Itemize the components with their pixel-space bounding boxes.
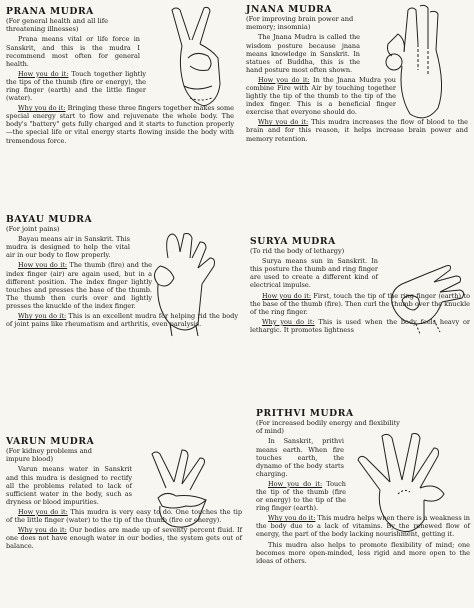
how-label: How you do it: <box>18 507 68 516</box>
prana-hand-illustration <box>160 6 232 114</box>
how-label: How you do it: <box>18 69 69 78</box>
intro-text: Surya means sun in Sanskrit. In this posture the thumb and ring finger are used to create a different kind of electrical impulse. <box>250 257 378 290</box>
intro-text: Bayau means air in Sanskrit. This mudra is designed to help the vital air in our body to flow properly. <box>6 235 130 260</box>
why-label: Why you do it: <box>268 514 316 523</box>
section-subtitle: (To rid the body of lethargy) <box>250 247 345 255</box>
why-text: Our bodies are made up of seventy percent fluid. If one does not have enough water in our bodies, the system gets out of balance. <box>6 526 242 551</box>
how-text: Touch together lightly the tips of the thumb (fire or energy), the ring finger (earth) and the little finger (water). <box>6 69 147 103</box>
prithvi-hand-illustration <box>350 430 468 542</box>
intro-text: Varun means water in Sanskrit and this mudra is designed to rectify all the problems related to lack of sufficient water in the body, such as dryness or blood impurities. <box>6 465 132 506</box>
why-label: Why you do it: <box>18 104 66 113</box>
intro-text: In Sanskrit, prithvi means earth. When fire touches earth, the dynamo of the body starts charging. <box>256 437 344 478</box>
why-text: This mudra helps when there is a weakness in the body due to a lack of vitamins. By the renewed flow of energy, the part of the body lacking nourishment, getting it. <box>256 514 470 539</box>
surya-hand-illustration <box>386 260 470 336</box>
why-label: Why you do it: <box>262 317 315 326</box>
how-text: Touch the tip of the thumb (fire or energy) to the tip of the ring finger (earth). <box>256 479 346 513</box>
section-subtitle: (For joint pains) <box>6 225 60 233</box>
section-subtitle: (For kidney problems and impure blood) <box>6 447 93 464</box>
varun-hand-illustration <box>136 448 228 532</box>
how-label: How you do it: <box>18 261 68 270</box>
jnana-hand-illustration <box>368 4 468 126</box>
how-text: The thumb (fire) and the index finger (air) are again used, but in a different position. The index finger lightly touches and presses the base of the thumb. The thumb then curls over and lightly presses the knuckle of the index finger. <box>6 261 152 310</box>
section-title: JNANA MUDRA <box>246 4 333 15</box>
why-text: Bringing these three fingers together makes some special energy start to flow and rejuvenate the whole body. The body's "battery" gets fully charged and it starts to function properly—the special life or vital energy starts flowing inside the body with tremendous force. <box>6 104 234 145</box>
how-text: This mudra is very easy to do. One touches the tip of the little finger (water) to the tip of the thumb (fire or energy). <box>6 507 242 524</box>
section-subtitle: (For general health and all life threatening illnesses) <box>6 17 109 34</box>
intro-text: Prana means vital or life force in Sanskrit, and this is the mudra I recommend most often for general health. <box>6 35 140 68</box>
why-label: Why you do it: <box>18 526 67 535</box>
section-title: SURYA MUDRA <box>250 236 336 247</box>
why-text: This is used when the body feels heavy or lethargic. It promotes lightness <box>250 317 470 334</box>
how-label: How you do it: <box>258 75 310 84</box>
why-text: This mudra increases the flow of blood to the brain and for this reason, it helps increase brain power and memory retention. <box>246 118 468 143</box>
section-title: BAYAU MUDRA <box>6 214 93 225</box>
why-label: Why you do it: <box>258 118 309 127</box>
extra-text: This mudra also helps to promote flexibility of mind; one becomes more open-minded, less rigid and more open to the ideas of others. <box>256 540 470 565</box>
section-subtitle: (For improving brain power and memory; insomnia) <box>246 15 354 32</box>
bayau-hand-illustration <box>140 228 232 338</box>
how-label: How you do it: <box>268 479 323 488</box>
why-text: This is an excellent mudra for helping rid the body of joint pains like rheumatism and arthritis, even paralysis. <box>6 312 238 329</box>
how-text: In the Jnana Mudra you combine Fire with Air by touching together lightly the tip of the thumb to the tip of the index finger. This is a beneficial finger exercise that everyone should do. <box>246 75 396 117</box>
how-text: First, touch the tip of the ring finger (earth) to the base of the thumb (fire). Then curl the thumb over the knuckle of the ring finger. <box>250 291 470 316</box>
section-subtitle: (For increased bodily energy and flexibility of mind) <box>256 419 400 436</box>
section-title: PRITHVI MUDRA <box>256 408 354 419</box>
section-title: VARUN MUDRA <box>6 436 95 447</box>
intro-text: The Jnana Mudra is called the wisdom posture because jnana means knowledge in Sanskrit. In statues of Buddha, this is the hand posture most often shown. <box>246 33 360 74</box>
how-label: How you do it: <box>262 291 312 300</box>
why-label: Why you do it: <box>18 312 67 321</box>
section-title: PRANA MUDRA <box>6 6 94 17</box>
